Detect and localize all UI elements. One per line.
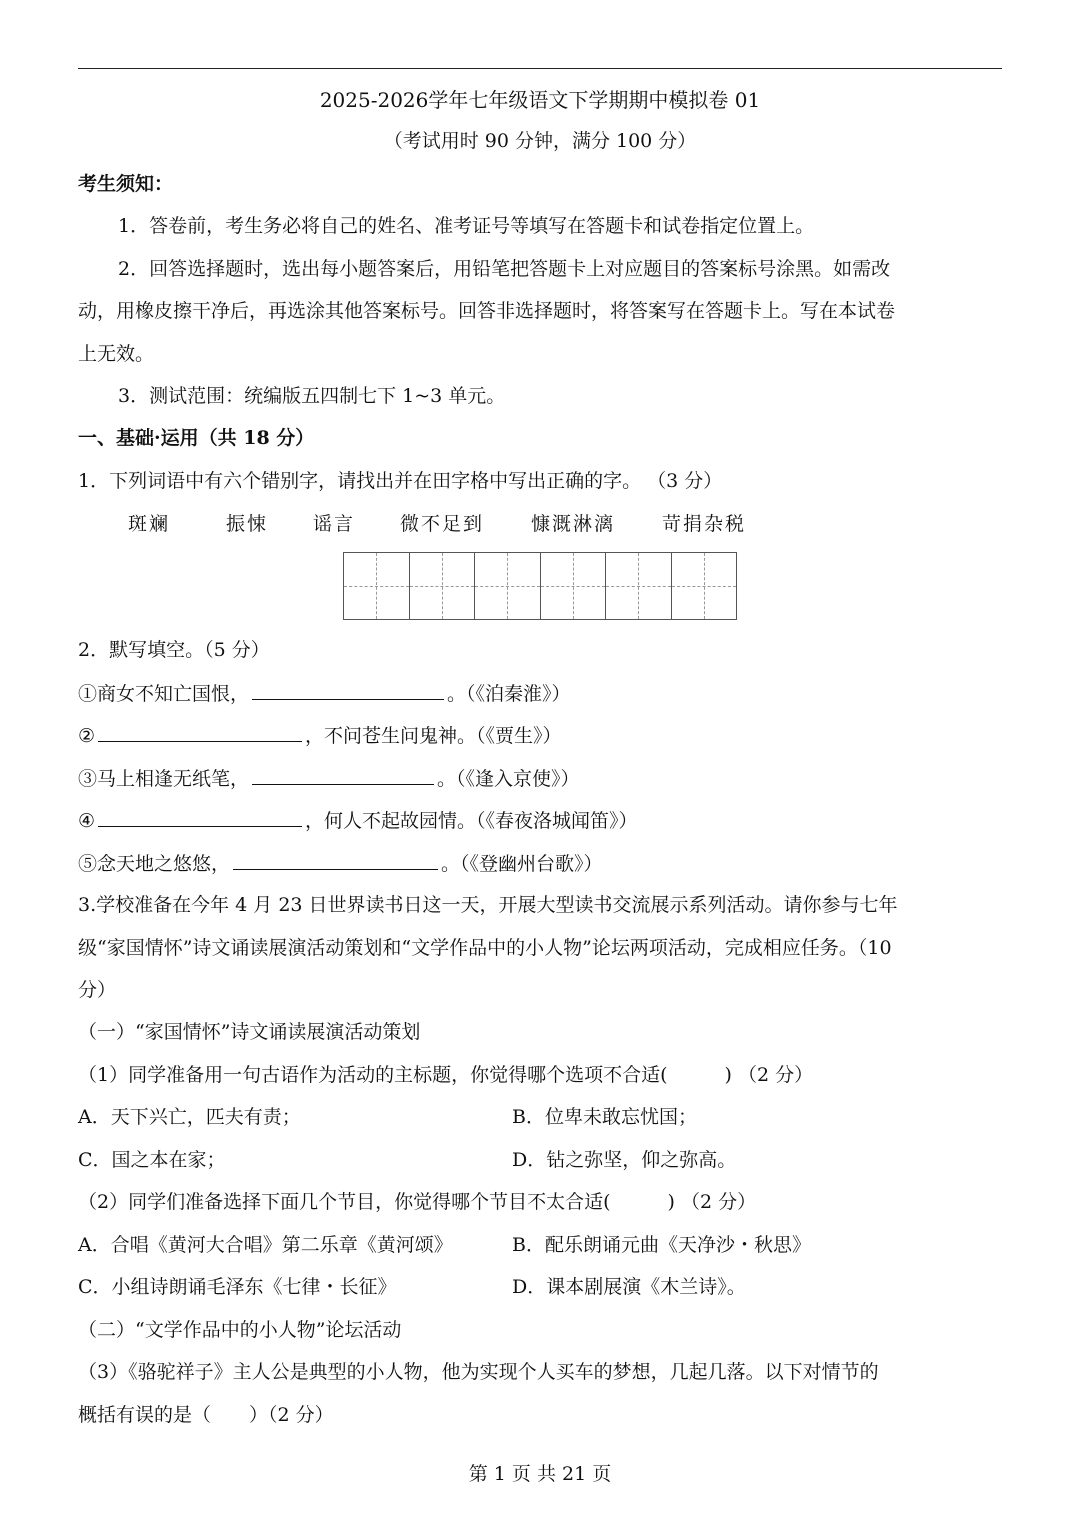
q3-sub-1-option-d[interactable]: D．钻之弥坚，仰之弥高。: [512, 1149, 737, 1171]
q3-sub-2-option-a[interactable]: A．合唱《黄河大合唱》第二乐章《黄河颂》: [78, 1234, 453, 1256]
q1-word-2: 振悚: [226, 513, 269, 535]
q3-sub-1-option-c[interactable]: C．国之本在家；: [78, 1149, 226, 1171]
q1-word-6: 苛捐杂税: [662, 513, 747, 535]
grid-cell[interactable]: [410, 553, 476, 619]
q3-stem-line-1: 3.学校准备在今年 4 月 23 日世界读书日这一天，开展大型读书交流展示系列活动。请你参与七年: [78, 894, 898, 916]
q2-line-4-source: ，何人不起故园情。（《春夜洛城闻笛》）: [305, 810, 638, 832]
q2-line-2-prefix: ②: [78, 725, 96, 747]
q2-line-5-prefix: ⑤念天地之悠悠，: [78, 853, 231, 875]
q2-line-1: [78, 679, 571, 708]
grid-cell[interactable]: [541, 553, 607, 619]
q2-line-3-prefix: ③马上相逢无纸笔，: [78, 768, 250, 790]
q3-sub-1-option-b[interactable]: B．位卑未敢忘忧国；: [512, 1106, 697, 1128]
grid-cell[interactable]: [344, 553, 410, 619]
grid-cell[interactable]: [606, 553, 672, 619]
notice-item-2-line-1: 2．回答选择题时，选出每小题答案后，用铅笔把答题卡上对应题目的答案标号涂黑。如需改: [118, 258, 891, 280]
q2-line-3-source: 。（《逢入京使》）: [437, 768, 580, 790]
grid-cell[interactable]: [475, 553, 541, 619]
q1-word-5: 慷溉淋漓: [531, 513, 616, 535]
grid-cell[interactable]: [672, 553, 737, 619]
fill-blank-1[interactable]: [252, 679, 444, 700]
notice-item-2-line-3: 上无效。: [78, 343, 155, 365]
q3-sub-1-option-a[interactable]: A．天下兴亡，匹夫有责；: [78, 1106, 301, 1128]
header-rule: [78, 68, 1002, 69]
q2-line-4: [78, 806, 638, 835]
q2-line-3: [78, 764, 580, 793]
q3-sub-3-line-1: （3）《骆驼祥子》主人公是典型的小人物，他为实现个人买车的梦想，几起几落。以下对情节的: [78, 1361, 879, 1383]
q3-sub-2-option-b[interactable]: B．配乐朗诵元曲《天净沙・秋思》: [512, 1234, 811, 1256]
q2-stem: 2．默写填空。（5 分）: [78, 639, 270, 661]
q2-line-5-source: 。（《登幽州台歌》）: [441, 853, 603, 875]
notice-heading: 考生须知：: [78, 173, 174, 195]
fill-blank-2[interactable]: [98, 721, 302, 742]
q2-line-4-prefix: ④: [78, 810, 96, 832]
section-heading: 一、基础·运用（共 18 分）: [78, 427, 315, 449]
q3-sub-3-line-2: 概括有误的是（ ）（2 分）: [78, 1404, 334, 1426]
q2-line-1-prefix: ①商女不知亡国恨，: [78, 683, 250, 705]
q3-stem-line-2: 级“家国情怀”诗文诵读展演活动策划和“文学作品中的小人物”论坛两项活动，完成相应任务。（10: [78, 937, 892, 959]
tianzige-grid[interactable]: [343, 552, 737, 620]
notice-item-2-line-2: 动，用橡皮擦干净后，再选涂其他答案标号。回答非选择题时，将答案写在答题卡上。写在本试卷: [78, 300, 896, 322]
page-title: 2025-2026学年七年级语文下学期期中模拟卷 01: [319, 88, 761, 112]
q2-line-1-source: 。（《泊秦淮》）: [447, 683, 571, 705]
q2-line-5: [78, 849, 603, 878]
q1-stem: 1．下列词语中有六个错别字，请找出并在田字格中写出正确的字。 （3 分）: [78, 470, 723, 492]
q3-sub-2-option-d[interactable]: D．课本剧展演《木兰诗》。: [512, 1276, 746, 1298]
q3-sub-1: （1）同学准备用一句古语作为活动的主标题，你觉得哪个选项不合适( ) （2 分）: [78, 1064, 814, 1086]
q2-line-2: [78, 721, 562, 750]
q3-sub-2: （2）同学们准备选择下面几个节目，你觉得哪个节目不太合适( ) （2 分）: [78, 1191, 757, 1213]
fill-blank-4[interactable]: [98, 806, 302, 827]
page-number: 第 1 页 共 21 页: [468, 1463, 612, 1485]
q1-word-3: 谣言: [313, 513, 356, 535]
q3-part-1-heading: （一）“家国情怀”诗文诵读展演活动策划: [78, 1021, 421, 1043]
fill-blank-3[interactable]: [252, 764, 434, 785]
q3-sub-2-option-c[interactable]: C．小组诗朗诵毛泽东《七律・长征》: [78, 1276, 397, 1298]
q3-stem-line-3: 分）: [78, 979, 117, 1001]
fill-blank-5[interactable]: [233, 849, 438, 870]
notice-item-1: 1．答卷前，考生务必将自己的姓名、准考证号等填写在答题卡和试卷指定位置上。: [118, 215, 815, 237]
q1-word-1: 斑斓: [128, 513, 171, 535]
exam-subtitle: （考试用时 90 分钟，满分 100 分）: [383, 130, 697, 152]
q2-line-2-source: ，不问苍生问鬼神。（《贾生》）: [305, 725, 562, 747]
notice-item-3: 3．测试范围：统编版五四制七下 1~3 单元。: [118, 385, 506, 407]
q1-word-4: 微不足到: [400, 513, 485, 535]
q3-part-2-heading: （二）“文学作品中的小人物”论坛活动: [78, 1319, 402, 1341]
